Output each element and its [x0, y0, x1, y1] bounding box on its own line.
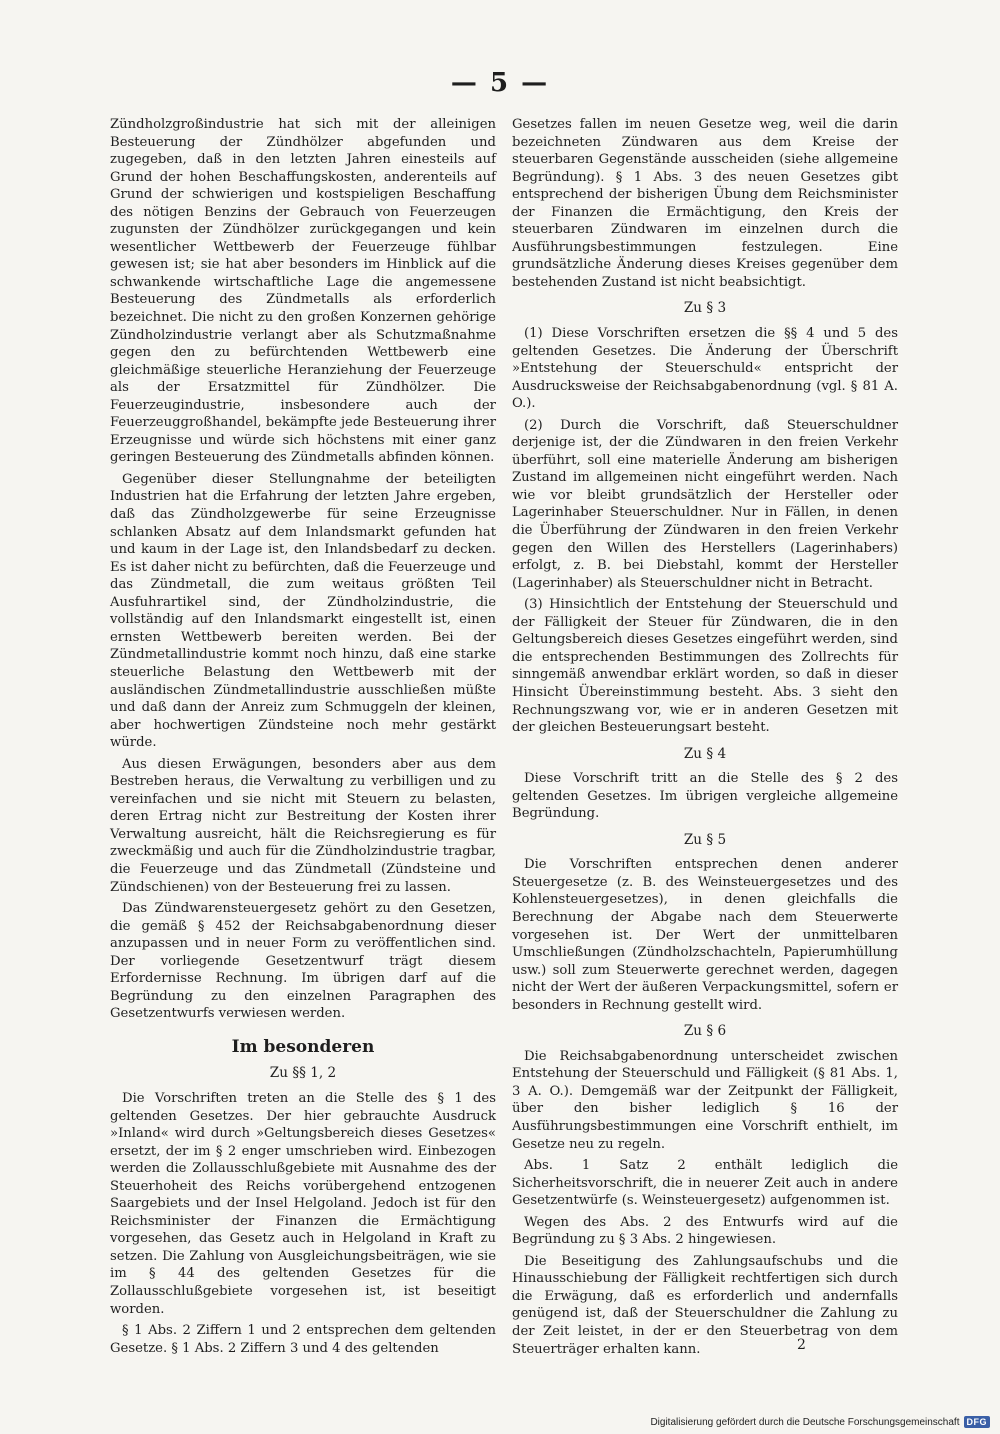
section-heading: Zu § 4	[683, 745, 727, 762]
section-title: Im besonderen	[231, 1036, 375, 1057]
section-heading: Zu § 6	[683, 1023, 727, 1040]
paragraph: Das Zündwarensteuergesetz gehört zu den Gesetzen, die gemäß § 452 der Reichsabgabenordnung dieser anzupassen und in neuer Form zu veröffentlichen sind. Der vorliegende Gesetzentwurf trägt diesem Erfordernisse Rechnung. Im übrigen darf auf die Begründung zu den einzelnen Paragraphen des Gesetzentwurfs verwiesen werden.	[110, 901, 496, 1022]
paragraph: Die Reichsabgabenordnung unterscheidet zwischen Entstehung der Steuerschuld und Fälligkeit (§ 81 Abs. 1, 3 A. O.). Demgemäß war der Zeitpunkt der Fälligkeit, über den bisher lediglich § 16 der Ausführungsbestimmungen eine Vorschrift enthielt, im Gesetze neu zu regeln.	[512, 1048, 898, 1152]
paragraph: § 1 Abs. 2 Ziffern 1 und 2 entsprechen dem geltenden Gesetze. § 1 Abs. 2 Ziffern 3 und 4 des geltenden	[110, 1323, 496, 1356]
paragraph: Aus diesen Erwägungen, besonders aber aus dem Bestreben heraus, die Verwaltung zu verbilligen und zu vereinfachen und sie nicht mit Steuern zu belasten, deren Ertrag nicht zur Bestreitung der Kosten ihrer Verwaltung ausreicht, hält die Reichsregierung es für zweckmäßig und auch für die Zündholzindustrie tragbar, die Feuerzeuge und das Zündmetall (Zündsteine und Zündschienen) von der Besteuerung frei zu lassen.	[110, 756, 496, 895]
dfg-logo: DFG	[964, 1416, 991, 1428]
page-number-header: — 5 —	[450, 68, 550, 98]
paragraph: Abs. 1 Satz 2 enthält lediglich die Sicherheitsvorschrift, die in neuerer Zeit auch in andere Gesetzentwürfe (s. Weinsteuergesetz) aufgenommen ist.	[512, 1158, 898, 1209]
right-column	[512, 116, 898, 1362]
paragraph: Die Vorschriften treten an die Stelle des § 1 des geltenden Gesetzes. Der hier gebrauchte Ausdruck »Inland« wird durch »Geltungsbereich dieses Gesetzes« ersetzt, der im § 2 enger umschrieben wird. Einbezogen werden die Zollausschlußgebiete mit Ausnahme des der Steuerhoheit des Reichs vorübergehend entzogenen Saargebiets und der Insel Helgoland. Jedoch ist für den Reichsminister der Finanzen die Ermächtigung vorgesehen, das Gesetz auch in Helgoland in Kraft zu setzen. Die Zahlung von Ausgleichungsbeiträgen, wie sie im § 44 des geltenden Gesetzes für die Zollausschlußgebiete vorgesehen ist, ist beseitigt worden.	[110, 1090, 496, 1317]
section-heading: Zu § 3	[683, 300, 727, 317]
paragraph: (2) Durch die Vorschrift, daß Steuerschuldner derjenige ist, der die Zündwaren in den freien Verkehr überführt, soll eine materielle Änderung am bisherigen Zustand im allgemeinen nicht eingeführt werden. Nach wie vor bleibt grundsätzlich der Hersteller oder Lagerinhaber Steuerschuldner. Nur in Fällen, in denen die Überführung der Zündwaren in den freien Verkehr gegen den Willen des Herstellers (Lagerinhabers) erfolgt, z. B. bei Diebstahl, kommt der Hersteller (Lagerinhaber) als Steuerschuldner nicht in Betracht.	[512, 417, 898, 591]
paragraph: (1) Diese Vorschriften ersetzen die §§ 4 und 5 des geltenden Gesetzes. Die Änderung der Überschrift »Entstehung der Steuerschuld« entspricht der Ausdrucksweise der Reichsabgabenordnung (vgl. § 81 A. O.).	[512, 326, 898, 412]
left-column	[110, 116, 496, 1361]
paragraph: (3) Hinsichtlich der Entstehung der Steuerschuld und der Fälligkeit der Steuer für Zündwaren, die in den Geltungsbereich dieses Gesetzes eingeführt werden, sind die entsprechenden Bestimmungen des Zollrechts für sinngemäß anwendbar erklärt worden, so daß in dieser Hinsicht Übereinstimmung besteht. Abs. 3 sieht den Rechnungszwang vor, wie er in anderen Gesetzen mit der gleichen Besteuerungsart besteht.	[512, 597, 898, 736]
section-subheading: Zu §§ 1, 2	[269, 1065, 337, 1082]
footer-page-number: 2	[797, 1337, 806, 1353]
paragraph: Diese Vorschrift tritt an die Stelle des § 2 des geltenden Gesetzes. Im übrigen vergleiche allgemeine Begründung.	[512, 771, 898, 822]
paragraph: Zündholzgroßindustrie hat sich mit der alleinigen Besteuerung der Zündhölzer abgefunden und zugegeben, daß in den letzten Jahren einesteils auf Grund der hohen Beschaffungskosten, anderenteils auf Grund der schwierigen und kostspieligen Beschaffung des nötigen Benzins der Gebrauch von Feuerzeugen zugunsten der Zündhölzer zurückgegangen und kein wesentlicher Wettbewerb der Feuerzeuge fühlbar gewesen ist; sie hat aber besonders im Hinblick auf die schwankende wirtschaftliche Lage die angemessene Besteuerung des Zündmetalls als erforderlich bezeichnet. Die nicht zu den großen Konzernen gehörige Zündholzindustrie verlangt aber als Schutzmaßnahme gegen den zu befürchtenden Wettbewerb eine gleichmäßige steuerliche Heranziehung der Feuerzeuge als der Ersatzmittel für Zündhölzer. Die Feuerzeugindustrie, insbesondere auch der Feuerzeuggroßhandel, bekämpfte jede Besteuerung ihrer Erzeugnisse und würde sich höchstens mit einer ganz geringen Besteuerung des Zündmetalls abfinden können.	[110, 117, 496, 466]
paragraph: Die Beseitigung des Zahlungsaufschubs und die Hinausschiebung der Fälligkeit rechtfertigen sich durch die Erwägung, daß es erforderlich und andernfalls genügend ist, daß der Steuerschuldner die Zahlung zu der Zeit leistet, in der er den Steuerbetrag von dem Steuerträger erhalten kann.	[512, 1253, 898, 1357]
credit-text: Digitalisierung gefördert durch die Deutsche Forschungsgemeinschaft	[650, 1416, 960, 1428]
paragraph: Gegenüber dieser Stellungnahme der beteiligten Industrien hat die Erfahrung der letzten Jahre ergeben, daß das Zündholzgewerbe für seine Erzeugnisse schlanken Absatz auf dem Inlandsmarkt gefunden hat und kaum in der Lage ist, den Inlandsbedarf zu decken. Es ist daher nicht zu befürchten, daß die Feuerzeuge und das Zündmetall, die zum weitaus größten Teil Ausfuhrartikel sind, der Zündholzindustrie, die vollständig auf den Inlandsmarkt eingestellt ist, einen ernsten Wettbewerb bereiten werden. Bei der Zündmetallindustrie kommt noch hinzu, daß eine starke steuerliche Belastung den Wettbewerb mit der ausländischen Zündmetallindustrie ausschließen müßte und daß dann der Anreiz zum Schmuggeln der kleinen, aber hochwertigen Zündsteine noch mehr gestärkt würde.	[110, 471, 496, 751]
paragraph: Gesetzes fallen im neuen Gesetze weg, weil die darin bezeichneten Zündwaren aus dem Kreise der steuerbaren Gegenstände ausscheiden (siehe allgemeine Begründung). § 1 Abs. 3 des neuen Gesetzes gibt entsprechend der bisherigen Übung dem Reichsminister der Finanzen die Ermächtigung, den Kreis der steuerbaren Zündwaren im einzelnen durch die Ausführungsbestimmungen festzulegen. Eine grundsätzliche Änderung dieses Kreises gegenüber dem bestehenden Zustand ist nicht beabsichtigt.	[512, 117, 898, 290]
paragraph: Wegen des Abs. 2 des Entwurfs wird auf die Begründung zu § 3 Abs. 2 hingewiesen.	[512, 1214, 898, 1248]
section-heading: Zu § 5	[683, 831, 727, 848]
digitization-credit	[650, 1416, 990, 1428]
paragraph: Die Vorschriften entsprechen denen anderer Steuergesetze (z. B. des Weinsteuergesetzes und des Kohlensteuergesetzes), in denen gleichfalls die Berechnung der Abgabe nach dem Steuerwerte vorgesehen ist. Der Wert der unmittelbaren Umschließungen (Zündholzschachteln, Papierumhüllung usw.) soll zum Steuerwerte gerechnet werden, dagegen nicht der Wert der äußeren Verpackungsmittel, sofern er besonders in Rechnung gestellt wird.	[512, 857, 898, 1013]
